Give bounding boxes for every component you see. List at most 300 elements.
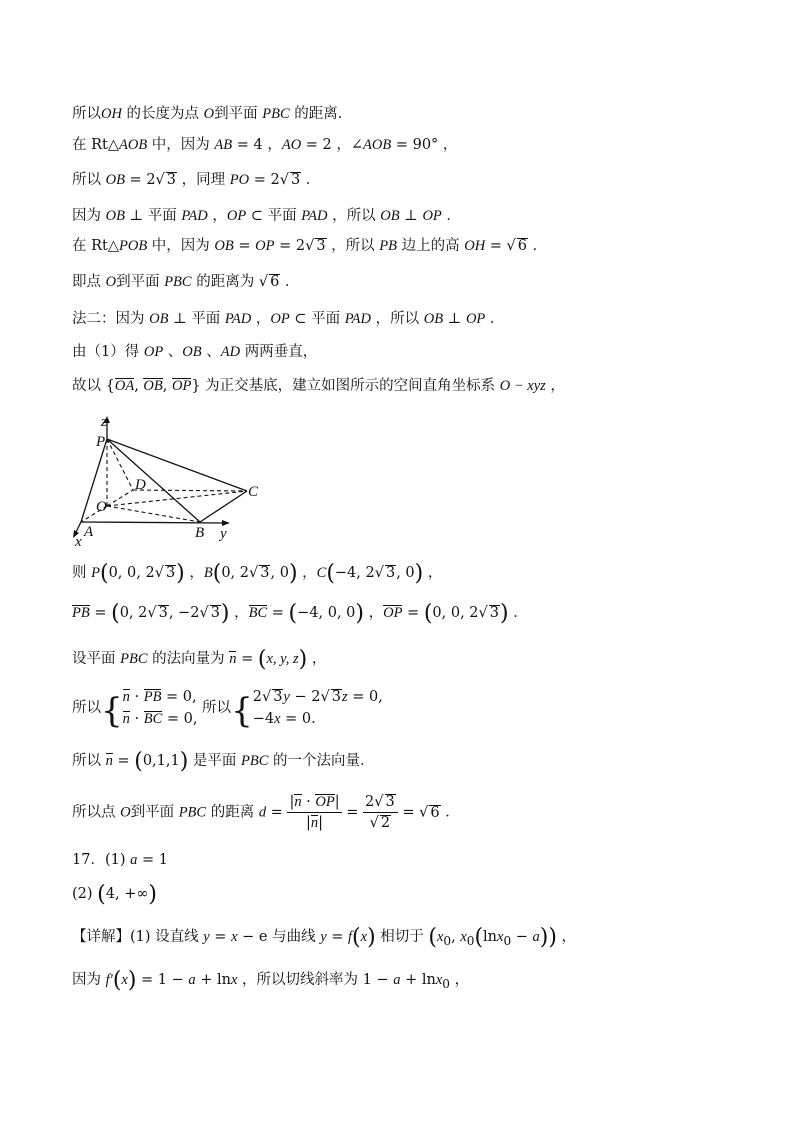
text: ，所以切线斜率为 1 − <box>237 972 394 988</box>
text: = 0, <box>161 689 197 705</box>
text: 则 <box>72 565 92 581</box>
text-line-10 <box>72 563 442 584</box>
math: x <box>460 929 467 945</box>
text: ， <box>545 378 565 394</box>
text: ⊂ 平面 <box>289 311 345 327</box>
sqrt-radicand: 6 <box>270 274 280 290</box>
text: · <box>301 794 316 810</box>
text: ⊥ 平面 <box>124 208 182 224</box>
equation <box>123 686 198 708</box>
text: 所以 <box>72 172 106 188</box>
text: 的一个法向量． <box>268 753 375 769</box>
paren: ) <box>500 601 509 626</box>
text-line-5 <box>72 236 547 256</box>
text: ． <box>280 274 300 290</box>
paren: ) <box>288 561 298 586</box>
paren: ( <box>212 561 222 586</box>
sqrt-radicand: 3 <box>489 605 500 621</box>
sqrt-radicand: 3 <box>166 172 177 188</box>
subscript: 0 <box>503 933 512 948</box>
vector: PB <box>143 689 162 705</box>
text: = 90° ， <box>391 137 458 153</box>
math: AB <box>214 137 233 153</box>
text: ，所以 <box>327 208 381 224</box>
sqrt-symbol: √ <box>249 565 259 581</box>
vector: n <box>310 815 319 831</box>
text: 法二：因为 <box>72 311 150 327</box>
label-A: A <box>84 524 94 540</box>
equation-system-1 <box>123 686 198 730</box>
text: + ln <box>195 972 231 988</box>
text-line-7 <box>72 309 504 329</box>
text: ． <box>440 804 460 821</box>
paren: ( <box>326 561 335 586</box>
math: x <box>231 972 238 988</box>
text-line-18 <box>72 927 576 951</box>
text: 到平面 <box>214 106 263 122</box>
text: 设平面 <box>72 651 121 667</box>
sqrt-symbol: √ <box>154 565 164 581</box>
paren: ( <box>99 561 109 586</box>
sqrt-symbol: √ <box>305 238 315 254</box>
sqrt-symbol: √ <box>478 605 488 621</box>
text: , <box>162 378 172 394</box>
text: 的长度为点 <box>121 106 204 122</box>
text: ， <box>297 565 317 581</box>
vector: n <box>122 689 130 705</box>
math: B <box>203 565 213 581</box>
sqrt-radicand: 3 <box>385 565 396 581</box>
text-line-12 <box>72 649 326 670</box>
math: a <box>130 852 138 868</box>
paren: )) <box>539 925 557 950</box>
text: = <box>341 804 364 821</box>
paren: ) <box>367 925 376 950</box>
paren: ) <box>298 647 308 672</box>
math: PAD <box>344 311 372 327</box>
label-B: B <box>195 525 205 541</box>
text: = <box>236 651 258 667</box>
vector: OB <box>143 378 163 394</box>
fraction-denominator: √ 2 <box>369 815 391 831</box>
math: PBC <box>178 804 207 821</box>
math: C <box>316 565 327 581</box>
text: 中，因为 <box>147 238 215 254</box>
text-line-13 <box>72 686 383 730</box>
edge-PC <box>107 439 247 491</box>
text: = <box>112 753 135 769</box>
math: O − xyz <box>499 378 546 394</box>
paren: ( <box>97 882 106 907</box>
paren: ( <box>288 601 298 626</box>
sqrt-symbol: √ <box>199 605 209 621</box>
text: ，所以 <box>326 238 380 254</box>
text: ，所以 <box>371 311 424 327</box>
sqrt-radicand: 3 <box>273 689 283 705</box>
math: PBC <box>262 106 290 122</box>
text: ，同理 <box>177 172 230 188</box>
text: 边上的高 <box>397 238 465 254</box>
paren: ) <box>355 601 364 626</box>
label-D: D <box>135 477 146 493</box>
fraction-distance <box>287 792 341 833</box>
sqrt-radicand: 6 <box>517 238 528 254</box>
sqrt-symbol: √ <box>147 605 157 621</box>
text-line-1 <box>72 104 352 124</box>
text-line-9 <box>72 376 565 396</box>
sqrt-radicand: 3 <box>158 605 168 621</box>
math: −4, 2 <box>334 565 375 581</box>
subscript: 0 <box>442 976 450 991</box>
text: = 2 <box>124 172 156 188</box>
sqrt-symbol: √ <box>258 274 269 290</box>
sqrt-radicand: 3 <box>316 238 326 254</box>
equation <box>253 686 383 708</box>
sqrt-symbol: √ <box>155 172 165 188</box>
sqrt-radicand: 3 <box>260 565 270 581</box>
text: ， <box>449 972 470 988</box>
sqrt-symbol: √ <box>261 689 272 705</box>
math: OP <box>226 208 247 224</box>
text: ， <box>251 311 271 327</box>
math: PB <box>379 238 397 254</box>
text: = 2 <box>274 238 306 254</box>
paren: ) <box>176 561 185 586</box>
math: 0,1,1 <box>142 753 180 769</box>
text: = 1 − <box>136 972 189 988</box>
math: OP <box>270 311 290 327</box>
math: , 0 <box>396 565 415 581</box>
text: 所以 <box>72 700 101 716</box>
edge-AB <box>81 522 224 523</box>
math: x <box>436 929 444 945</box>
vector: BC <box>248 605 268 621</box>
paren: ( <box>111 601 120 626</box>
text: , <box>451 929 461 945</box>
text: 所以 <box>72 753 106 769</box>
math: 0, 0, 2 <box>432 605 479 621</box>
math: 2 <box>365 794 375 810</box>
vector: OP <box>383 605 403 621</box>
text: ， <box>423 565 443 581</box>
math: 2 <box>252 689 262 705</box>
fraction-value <box>363 792 398 833</box>
text: 是平面 <box>188 753 242 769</box>
text: = 4 ， <box>232 137 282 153</box>
sqrt-radicand: 2 <box>380 815 391 831</box>
text: ． <box>485 311 505 327</box>
label-y: y <box>220 526 227 542</box>
math: d <box>258 804 267 821</box>
math: f <box>348 929 353 945</box>
math: OB <box>214 238 234 254</box>
vector: PB <box>72 605 90 621</box>
math: −4 <box>252 711 275 727</box>
vector: n <box>122 711 130 727</box>
text: = <box>89 605 112 621</box>
text: 所以 <box>197 700 232 716</box>
text: 所以点 <box>72 804 121 821</box>
text: 、 <box>163 344 183 360</box>
text: 所以 <box>72 106 101 122</box>
sqrt-symbol: √ <box>419 804 429 821</box>
math: 0, 0, 2 <box>108 565 155 581</box>
math: x, y, z <box>266 651 299 667</box>
text: 17．(1) <box>72 852 131 868</box>
math: PBC <box>164 274 192 290</box>
math: x <box>497 929 504 945</box>
vector: OP <box>171 378 192 394</box>
sqrt-symbol: √ <box>374 565 384 581</box>
text: 的距离为 <box>191 274 259 290</box>
math: AOB <box>119 137 148 153</box>
text: = <box>402 605 424 621</box>
math: AOB <box>363 137 392 153</box>
math: 0, 2 <box>119 605 148 621</box>
math: OH <box>464 238 486 254</box>
text: ⊥ 平面 <box>168 311 225 327</box>
brace: { <box>101 691 123 731</box>
text: · <box>129 689 144 705</box>
edge-DC <box>133 490 247 491</box>
text: = <box>267 605 289 621</box>
math: OB <box>182 344 202 360</box>
math: x <box>435 972 443 988</box>
math: − 2 <box>289 689 321 705</box>
text: = <box>397 804 420 821</box>
text: = <box>209 929 232 945</box>
text: ， <box>363 605 384 621</box>
text: ⊂ 平面 <box>246 208 302 224</box>
text-line-8 <box>72 342 317 362</box>
math: , −2 <box>168 605 200 621</box>
edge-OB <box>107 506 200 522</box>
math: a <box>393 972 401 988</box>
text-line-15 <box>72 792 460 833</box>
subscript: 0 <box>466 933 475 948</box>
text: 因为 <box>72 208 106 224</box>
paren: ) <box>127 968 137 993</box>
text: 到平面 <box>130 804 179 821</box>
text: 的距离 <box>206 804 259 821</box>
sqrt-radicand: 3 <box>331 689 341 705</box>
sqrt-radicand: 3 <box>165 565 176 581</box>
text: − <box>511 929 533 945</box>
text: = <box>233 238 256 254</box>
math: OB <box>149 311 169 327</box>
math: OB <box>423 311 444 327</box>
text: ⊥ <box>443 311 466 327</box>
text-line-17 <box>72 884 157 905</box>
math: OH <box>101 106 122 122</box>
math: P <box>91 565 100 581</box>
text: ． <box>508 605 528 621</box>
paren: ) <box>414 561 424 586</box>
text: Rt△ <box>91 238 120 254</box>
math: AO <box>281 137 302 153</box>
text: ⊥ <box>399 208 423 224</box>
text: , <box>134 378 144 394</box>
label-C: C <box>248 484 259 500</box>
math: OP <box>422 208 442 224</box>
text: = 2 ，∠ <box>301 137 364 153</box>
sqrt-symbol: √ <box>506 238 516 254</box>
text: 因为 <box>72 972 106 988</box>
math: ln <box>483 929 498 945</box>
text: 的距离． <box>289 106 353 122</box>
text: = <box>485 238 507 254</box>
math: = 0, <box>347 689 383 705</box>
text: · <box>129 711 144 727</box>
text-line-3 <box>72 170 320 190</box>
paren: ( <box>474 925 484 950</box>
label-P: P <box>96 434 106 450</box>
math: PO <box>229 172 250 188</box>
math: , 0 <box>270 565 289 581</box>
vector: BC <box>143 711 163 727</box>
sqrt-radicand: 3 <box>385 794 395 810</box>
text: ， <box>556 929 577 945</box>
math: PBC <box>241 753 269 769</box>
paren: ( <box>352 925 361 950</box>
paren: ) <box>220 601 230 626</box>
sqrt-symbol: √ <box>279 172 289 188</box>
math: O <box>120 804 131 821</box>
math: OP <box>143 344 164 360</box>
text: = 0, <box>162 711 198 727</box>
vector: n <box>294 794 302 810</box>
text: 在 <box>72 238 92 254</box>
text: ． <box>441 208 461 224</box>
vector: OP <box>315 794 335 810</box>
text: 两两垂直， <box>240 344 318 360</box>
text: 故以 { <box>72 378 115 394</box>
text: ， <box>229 605 249 621</box>
paren: ( <box>428 925 437 950</box>
vector: n <box>229 651 237 667</box>
math: PAD <box>301 208 328 224</box>
paren: ) <box>179 749 189 774</box>
math: PAD <box>181 208 208 224</box>
text-line-14 <box>72 751 375 772</box>
text: 中，因为 <box>147 137 215 153</box>
text: Rt△ <box>91 137 120 153</box>
label-O: O <box>96 499 107 515</box>
text: 在 <box>72 137 92 153</box>
sqrt-radicand: 3 <box>290 172 301 188</box>
text: 到平面 <box>116 274 165 290</box>
text: } 为正交基底，建立如图所示的空间直角坐标系 <box>191 378 500 394</box>
text-line-16 <box>72 850 168 870</box>
math: 0, 2 <box>221 565 249 581</box>
math: 4, +∞ <box>105 886 149 902</box>
equation <box>253 708 383 730</box>
math: OB <box>105 208 125 224</box>
text: = 1 <box>137 852 168 868</box>
math: −4, 0, 0 <box>297 605 356 621</box>
math: O <box>105 274 117 290</box>
text-line-11 <box>72 603 528 624</box>
math: POB <box>119 238 148 254</box>
equation-system-2 <box>253 686 383 730</box>
text-line-6 <box>72 272 299 292</box>
text: 、 <box>201 344 221 360</box>
math: x <box>360 929 368 945</box>
sqrt-symbol: √ <box>320 689 330 705</box>
text: ， <box>207 208 227 224</box>
math: y <box>203 929 210 945</box>
math: x <box>274 711 281 727</box>
math: z <box>341 689 348 705</box>
math: a <box>188 972 196 988</box>
paren: ) <box>148 882 158 907</box>
math: AD <box>220 344 241 360</box>
text: + ln <box>400 972 436 988</box>
text: ， <box>184 565 204 581</box>
brace: { <box>231 691 253 731</box>
math: OP <box>255 238 275 254</box>
math: PBC <box>120 651 148 667</box>
paren: ( <box>257 647 267 672</box>
paren: ( <box>423 601 433 626</box>
vector: n <box>105 753 113 769</box>
math: x <box>231 929 238 945</box>
label-x: x <box>75 534 82 547</box>
text: 由（1）得 <box>72 344 144 360</box>
fraction-denominator: |n| <box>306 815 324 831</box>
math: y <box>283 689 290 705</box>
text: − e 与曲线 <box>237 929 321 945</box>
text: 的法向量为 <box>147 651 230 667</box>
math: OP <box>465 311 486 327</box>
math: O <box>203 106 215 122</box>
text-line-2 <box>72 135 457 155</box>
paren: ( <box>112 968 122 993</box>
text: = <box>326 929 348 945</box>
text: 相切于 <box>375 929 429 945</box>
fraction-numerator: 2√ 3 <box>363 792 398 813</box>
math: OB <box>105 172 125 188</box>
text: ， <box>307 651 327 667</box>
text: = 2 <box>249 172 280 188</box>
label-z: z <box>101 414 107 430</box>
text-line-19 <box>72 970 469 994</box>
math: y <box>320 929 327 945</box>
text: ． <box>301 172 321 188</box>
pyramid-figure <box>68 412 268 547</box>
equation <box>123 708 198 730</box>
text: = <box>266 804 288 821</box>
sqrt-radicand: 3 <box>210 605 220 621</box>
sqrt-radicand: 6 <box>430 805 440 821</box>
text: 即点 <box>72 274 106 290</box>
text: 【详解】(1) 设直线 <box>72 929 204 945</box>
math: f′ <box>105 972 113 988</box>
text: ． <box>528 238 548 254</box>
edge-PB <box>107 439 200 522</box>
math: PAD <box>224 311 252 327</box>
subscript: 0 <box>443 933 452 948</box>
paren: ( <box>134 749 143 774</box>
math: = 0. <box>280 711 316 727</box>
vector: OA <box>114 378 135 394</box>
math: OB <box>380 208 400 224</box>
fraction-numerator: |n · OP| <box>287 792 341 813</box>
math: x <box>121 972 128 988</box>
math: a <box>532 929 540 945</box>
text-line-4 <box>72 206 461 226</box>
text: (2) <box>72 886 98 902</box>
